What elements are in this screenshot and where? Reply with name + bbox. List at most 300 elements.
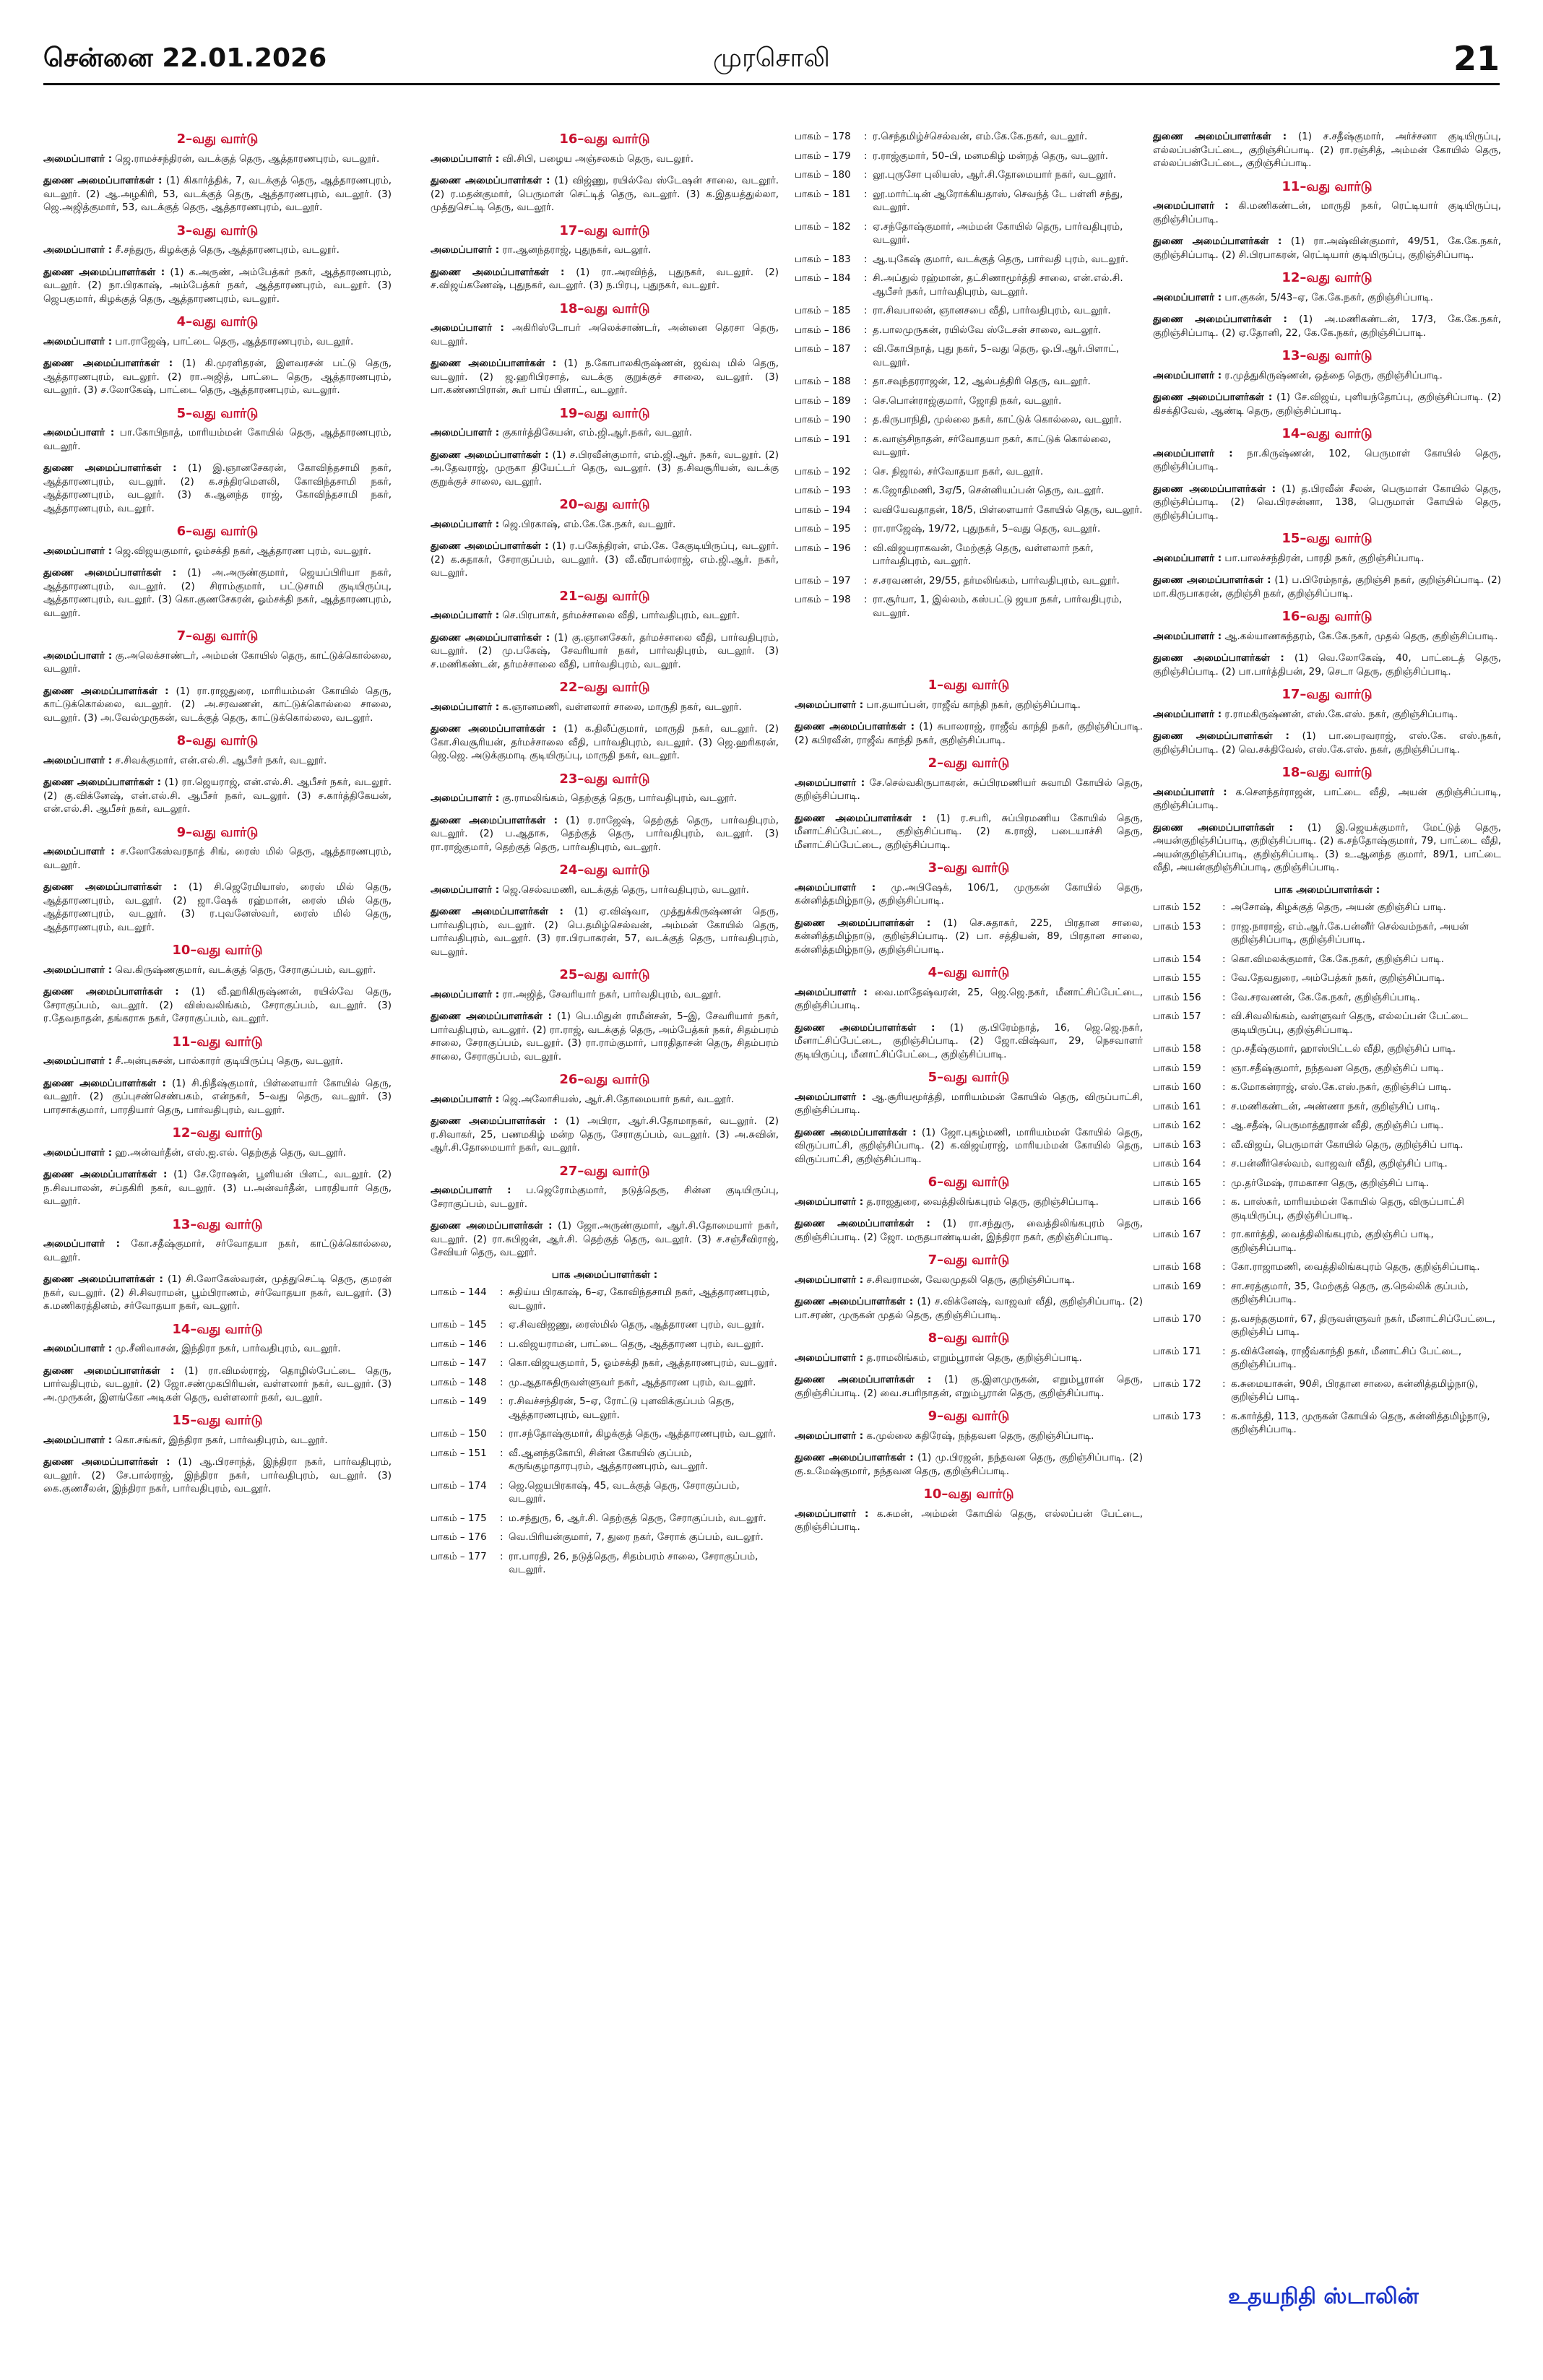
deputy-label: துணை அமைப்பாளர்கள் : xyxy=(1153,574,1271,586)
paaga-entry: சுதிய்ய பிரகாஷ், 6–ஏ, கோவிந்தசாமி நகர், ஆத்தாரணபுரம், வடலூர். xyxy=(509,1286,770,1312)
deputy-label: துணை அமைப்பாளர்கள் : xyxy=(1153,235,1282,247)
ward-organiser xyxy=(795,776,1143,803)
paaga-number: பாகம் 159 xyxy=(1153,1062,1201,1074)
paaga-colon: : xyxy=(864,594,868,605)
paaga-number: பாகம் – 195 xyxy=(795,523,851,535)
paaga-colon: : xyxy=(864,485,868,496)
paaga-row xyxy=(431,1447,779,1474)
deputy-label: துணை அமைப்பாளர்கள் : xyxy=(431,1220,553,1232)
paaga-entry: ச.சரவணன், 29/55, தர்மலிங்கம், பார்வதிபுரம், வடலூர். xyxy=(873,574,1120,587)
ward-heading: 14–வது வார்டு xyxy=(172,1321,263,1337)
paaga-number: பாகம் 162 xyxy=(1153,1120,1201,1131)
ward-deputy-organisers xyxy=(43,685,392,725)
ward-heading: 2–வது வார்டு xyxy=(176,131,259,147)
ward-deputy-organisers xyxy=(43,1168,392,1208)
ward-organiser xyxy=(795,1507,1143,1534)
ward-organiser xyxy=(43,545,392,558)
paaga-number: பாகம் – 175 xyxy=(431,1512,487,1524)
ward-heading: 7–வது வார்டு xyxy=(928,1252,1010,1268)
ward-heading: 10–வது வார்டு xyxy=(172,943,263,958)
organiser-name: ஜெ.செல்வமணி, வடக்குத் தெரு, பார்வதிபுரம், வடலூர். xyxy=(502,883,749,896)
deputy-label: துணை அமைப்பாளர்கள் : xyxy=(431,906,563,917)
paaga-entry: வி.விஜயராகவன், மேற்குத் தெரு, வள்ளலார் நகர், பார்வதிபுரம், வடலூர். xyxy=(873,542,1094,567)
ward-organiser xyxy=(43,1434,392,1448)
organiser-label: அமைப்பாளர் : xyxy=(795,1429,864,1442)
paaga-number: பாகம் – 189 xyxy=(795,394,851,407)
ward-heading: 22–வது வார்டு xyxy=(559,680,650,695)
ward-organiser xyxy=(43,754,392,768)
paaga-number: பாகம் – 185 xyxy=(795,305,851,316)
paaga-number: பாகம் 166 xyxy=(1153,1196,1201,1208)
ward-organiser xyxy=(795,1091,1143,1117)
paaga-entry: சி.அப்துல் ரஹ்மான், தட்சிணாமூர்த்தி சாலை, என்.எல்.சி. ஆபீசர் நகர், பார்வதிபுரம், வடலூர். xyxy=(873,272,1123,298)
paaga-row xyxy=(1153,1228,1501,1255)
paaga-number: பாகம் – 145 xyxy=(431,1319,487,1330)
paaga-entry: க.சுமையாசுன், 90சி, பிரதான சாலை, கன்னித்தமிழ்நாடு, குறிஞ்சிப் பாடி. xyxy=(1231,1377,1479,1403)
paaga-entry: கோ.ராஜாமணி, வைத்திலிங்கபுரம் தெரு, குறிஞ்சிப்பாடி. xyxy=(1231,1261,1480,1273)
organiser-name: ஆ.சூரியமூர்த்தி, மாரியம்மன் கோயில் தெரு, விருப்பாட்சி, குறிஞ்சிப்பாடி. xyxy=(795,1091,1143,1116)
deputy-names: (1) பா.பைரவராஜ், எஸ்.கே. எஸ்.நகர், குறிஞ்சிப்பாடி. (2) வெ.சக்திவேல், எஸ்.கே.எஸ். நகர், குறிஞ்சிப்பாடி. xyxy=(1153,730,1501,756)
paaga-colon: : xyxy=(864,305,868,316)
paaga-number: பாகம் – 183 xyxy=(795,253,851,265)
paaga-entry: க.வாஞ்சிநாதன், சர்வோதயா நகர், காட்டுக் கொல்லை, வடலூர். xyxy=(873,433,1111,458)
paaga-colon: : xyxy=(864,188,868,200)
paaga-entry: மு.சதீஷ்குமார், ஹாஸ்பிட்டல் வீதி, குறிஞ்சிப் பாடி. xyxy=(1231,1043,1456,1055)
organiser-name: பா.குகன், 5/43–ஏ, கே.கே.நகர், குறிஞ்சிப்பாடி. xyxy=(1224,291,1433,303)
organiser-label: அமைப்பாளர் : xyxy=(43,335,113,347)
paaga-colon: : xyxy=(864,503,868,516)
organiser-name: பா.ராஜேஷ், பாட்டை தெரு, ஆத்தாரணபுரம், வடலூர். xyxy=(115,335,354,347)
organiser-label: அமைப்பாளர் : xyxy=(795,986,868,998)
ward-organiser xyxy=(1153,552,1501,566)
organiser-label: அமைப்பாளர் : xyxy=(1153,200,1229,212)
paaga-number: பாகம் 172 xyxy=(1153,1377,1201,1390)
deputy-names: (1) வெ.லோகேஷ், 40, பாட்டைத் தெரு, குறிஞ்சிப்பாடி. (2) பா.பார்த்திபன், 29, செடா தெரு, குறிஞ்சிப்பாடி. xyxy=(1153,652,1501,678)
ward-deputy-organisers xyxy=(1153,574,1501,600)
ward-deputy-organisers xyxy=(795,1295,1143,1322)
ward-heading: 25–வது வார்டு xyxy=(559,967,650,982)
ward-heading: 18–வது வார்டு xyxy=(1281,765,1373,780)
paaga-number: பாகம் – 188 xyxy=(795,376,851,387)
organiser-label: அமைப்பாளர் : xyxy=(795,1273,864,1286)
paaga-number: பாகம் 161 xyxy=(1153,1100,1201,1112)
ward-organiser xyxy=(431,1184,779,1211)
deputy-names: (1) சுபாலராஜ், ராஜீவ் காந்தி நகர், குறிஞ்சிப்பாடி. (2) கபிரவீன், ராஜீவ் காந்தி நகர், குறிஞ்சிப்பாடி. xyxy=(795,721,1143,746)
ward-organiser xyxy=(43,1055,392,1068)
paaga-colon: : xyxy=(1222,972,1226,984)
paaga-entry: ர.சிவச்சந்திரன், 5–ஏ, ரோட்டு புளவிக்குப்பம் தெரு, ஆத்தாரணபுரம், வடலூர். xyxy=(509,1395,735,1421)
ward-deputy-organisers xyxy=(43,776,392,816)
deputy-names: (1) கிகார்த்திக், 7, வடக்குத் தெரு, ஆத்தாரணபுரம், வடலூர். (2) ஆ.அழகிரி, 53, வடக்குத் தெரு, ஆத்தாரணபுரம், வடலூர். (3) ஜெ.அஜித்குமார், 53, வடக்குத் தெரு, ஆத்தாரணபுரம், வடலூர். xyxy=(43,175,392,213)
paaga-colon: : xyxy=(864,376,868,387)
organiser-name: கோ.சதீஷ்குமார், சர்வோதயா நகர், காட்டுக்கொல்லை, வடலூர். xyxy=(43,1238,392,1263)
deputy-label: துணை அமைப்பாளர்கள் : xyxy=(431,175,550,186)
deputy-label: துணை அமைப்பாளர்கள் : xyxy=(795,917,931,929)
ward-deputy-organisers xyxy=(43,174,392,215)
paaga-row xyxy=(795,593,1143,620)
deputy-names: (1) சி.நிதீஷ்குமார், பிள்ளையார் கோயில் தெரு, வடலூர். (2) குப்புசண்செண்பகம், என்நகர், 5–வது தெரு, வடலூர். (3) பாரசாக்குமார், பாரதியார் தெரு, பார்வதிபுரம், வடலூர். xyxy=(43,1077,392,1116)
paaga-colon: : xyxy=(1222,901,1226,913)
paaga-colon: : xyxy=(1222,1011,1226,1022)
paaga-entry: த.கிருபாநிதி, முல்லை நகர், காட்டுக் கொல்லை, வடலூர். xyxy=(873,414,1122,425)
paaga-colon: : xyxy=(864,150,868,162)
paaga-colon: : xyxy=(500,1479,503,1492)
deputy-names: (1) க.திலீப்குமார், மாருதி நகர், வடலூர். (2) கோ.சிவசூரியன், தர்மச்சாலை வீதி, பார்வதிபுரம், வடலூர். (3) ஜெ.ஹரிகரன், ஜெ.ஜெ. அடுக்குமாடி குடியிருப்பு, மாருதி நகர், வடலூர். xyxy=(431,723,779,761)
paaga-row xyxy=(795,220,1143,247)
ward-organiser xyxy=(795,986,1143,1013)
ward-organiser xyxy=(43,152,392,166)
paaga-row xyxy=(1153,1312,1501,1339)
organiser-label: அமைப்பாளர் : xyxy=(1153,552,1222,564)
ward-heading: 15–வது வார்டு xyxy=(172,1413,263,1428)
paaga-number: பாகம் – 178 xyxy=(795,131,851,142)
deputy-label: துணை அமைப்பாளர்கள் : xyxy=(1153,483,1276,495)
deputy-label: துணை அமைப்பாளர்கள் : xyxy=(43,1273,163,1285)
organiser-name: த.ராஜதுரை, வைத்திலிங்கபுரம் தெரு, குறிஞ்சிப்பாடி. xyxy=(866,1195,1099,1208)
organiser-name: வை.மாதேஷ்வரன், 25, ஜெ.ஜெ.நகர், மீனாட்சிப்பேட்டை, குறிஞ்சிப்பாடி. xyxy=(795,986,1143,1011)
deputy-names: (1) அபிரா, ஆர்.சி.தோமாநகர், வடலூர். (2) ர.சிவாகர், 25, பணமகிழ் மன்ற தெரு, சேராகுப்பம், வடலூர். (3) அ.சுவின், ஆர்.சி.தோமையார் நகர், வடலூர். xyxy=(431,1115,779,1154)
ward-deputy-organisers xyxy=(431,1010,779,1063)
paaga-colon: : xyxy=(864,394,868,407)
deputy-names: (1) கி.முரளிதரன், இளவரசன் பட்டு தெரு, ஆத்தாரணபுரம், வடலூர். (2) ரா.அஜித், பாட்டை தெரு, ஆத்தாரணபுரம், வடலூர். (3) ச.லோகேஷ், பாட்டை தெரு, ஆத்தாரணபுரம், வடலூர். xyxy=(43,358,392,396)
deputy-names: (1) ஆ.பிரசாந்த், இந்திரா நகர், பார்வதிபுரம், வடலூர். (2) சே.பால்ராஜ், இந்திரா நகர், பார்வதிபுரம், வடலூர். (3) கை.குணசீலன், இந்திரா நகர், பார்வதிபுரம், வடலூர். xyxy=(43,1456,392,1494)
ward-deputy-organisers xyxy=(43,462,392,515)
ward-deputy-organisers xyxy=(1153,235,1501,261)
deputy-label: துணை அமைப்பாளர்கள் : xyxy=(43,1169,168,1180)
ward-organiser xyxy=(431,988,779,1002)
paaga-number: பாகம் – 147 xyxy=(431,1357,487,1369)
paaga-colon: : xyxy=(864,465,868,477)
paaga-colon: : xyxy=(1222,1410,1226,1422)
ward-deputy-organisers xyxy=(795,720,1143,747)
paaga-entry: ஞா.சதீஷ்குமார், நந்தவன தெரு, குறிஞ்சிப் பாடி. xyxy=(1231,1062,1444,1074)
paaga-row xyxy=(431,1356,779,1370)
ward-heading: 18–வது வார்டு xyxy=(559,300,650,316)
ward-deputy-organisers xyxy=(431,174,779,215)
ward-deputy-organisers xyxy=(1153,821,1501,875)
deputy-label: துணை அமைப்பாளர்கள் : xyxy=(431,266,565,278)
ward-heading: 21–வது வார்டு xyxy=(559,588,650,604)
deputy-names: (1) ப.பிரேம்நாத், குறிஞ்சி நகர், குறிஞ்சிப்பாடி. (2) மா.கிருபாகரன், குறிஞ்சி நகர், குறிஞ்சிப்பாடி. xyxy=(1153,574,1501,600)
organiser-name: ப.ஜெரோம்குமார், நடுத்தெரு, சின்ன குடியிருப்பு, சேராகுப்பம், வடலூர். xyxy=(431,1185,779,1210)
organiser-label: அமைப்பாளர் : xyxy=(795,881,876,893)
paaga-entry: ரா.சூர்யா, 1, இல்லம், கஸ்பட்டு ஜயா நகர், பார்வதிபுரம், வடலூர். xyxy=(873,594,1123,619)
ward-heading: 10–வது வார்டு xyxy=(923,1487,1014,1502)
organiser-label: அமைப்பாளர் : xyxy=(43,1146,113,1159)
ward-heading: 12–வது வார்டு xyxy=(172,1125,263,1141)
paaga-entry: த.விக்னேஷ், ராஜீவ்காந்தி நகர், மீனாட்சிப் பேட்டை, குறிஞ்சிப்பாடி. xyxy=(1231,1345,1462,1370)
deputy-label: துணை அமைப்பாளர்கள் : xyxy=(795,1374,932,1385)
paaga-number: பாகம் 169 xyxy=(1153,1280,1201,1292)
ward-deputy-organisers xyxy=(795,1021,1143,1062)
organiser-label: அமைப்பாளர் : xyxy=(43,152,113,165)
paaga-number: பாகம் – 182 xyxy=(795,220,851,233)
ward-heading: 13–வது வார்டு xyxy=(172,1216,263,1232)
deputy-label: துணை அமைப்பாளர்கள் : xyxy=(43,1077,166,1089)
deputy-label: துணை அமைப்பாளர்கள் : xyxy=(43,462,177,474)
paaga-number: பாகம் 165 xyxy=(1153,1177,1201,1189)
paaga-entry: ரா.கார்த்தி, வைத்திலிங்கபுரம், குறிஞ்சிப் பாடி, குறிஞ்சிப்பாடி. xyxy=(1231,1229,1434,1254)
organiser-name: ச.லோகேஸ்வரநாத் சிங், ரைஸ் மில் தெரு, ஆத்தாரணபுரம், வடலூர். xyxy=(43,846,392,871)
paaga-colon: : xyxy=(1222,1345,1226,1357)
ward-deputy-organisers xyxy=(43,266,392,306)
paaga-entry: ச.மணிகண்டன், அண்ணா நகர், குறிஞ்சிப் பாடி. xyxy=(1231,1100,1440,1112)
ward-heading: 13–வது வார்டு xyxy=(1281,348,1373,363)
ward-organiser xyxy=(43,1146,392,1160)
deputy-names: (1) மு.பிரஜன், நந்தவன தெரு, குறிஞ்சிப்பாடி. (2) கு.உமேஷ்குமார், நந்தவன தெரு, குறிஞ்சிப்பாடி. xyxy=(795,1452,1143,1477)
paaga-entry: ர.செந்தமிழ்ச்செல்வன், எம்.கே.கே.நகர், வடலூர். xyxy=(873,131,1088,142)
organiser-name: த.ராமலிங்கம், எறும்பூரான் தெரு, குறிஞ்சிப்பாடி. xyxy=(866,1351,1082,1364)
paaga-entry: க.ஜோதிமணி, 3ஏ/5, சென்னியப்பன் தெரு, வடலூர். xyxy=(873,485,1105,496)
ward-organiser xyxy=(795,1195,1143,1209)
ward-organiser xyxy=(43,649,392,676)
paaga-row xyxy=(795,484,1143,498)
paaga-heading: பாக அமைப்பாளர்கள் : xyxy=(551,1268,658,1281)
paaga-row xyxy=(795,375,1143,389)
paaga-number: பாகம் – 187 xyxy=(795,343,851,355)
paaga-number: பாகம் – 151 xyxy=(431,1447,487,1459)
ward-deputy-organisers xyxy=(431,1219,779,1260)
paaga-entry: வவியேவதாதன், 18/5, பிள்ளையார் கோயில் தெரு, வடலூர். xyxy=(873,503,1143,516)
paaga-entry: கொ.விஜயகுமார், 5, ஓம்சக்தி நகர், ஆத்தாரணபுரம், வடலூர். xyxy=(509,1357,777,1369)
paaga-entry: க.கார்த்தி, 113, முருகன் கோயில் தெரு, கன்னித்தமிழ்நாடு, குறிஞ்சிப்பாடி. xyxy=(1231,1410,1490,1435)
paaga-row xyxy=(795,394,1143,408)
deputy-label: துணை அமைப்பாளர்கள் : xyxy=(431,449,549,461)
deputy-label: துணை அமைப்பாளர்கள் : xyxy=(795,1218,930,1229)
ward-heading: 8–வது வார்டு xyxy=(176,733,259,748)
organiser-name: பா.கோபிநாத், மாரியம்மன் கோயில் தெரு, ஆத்தாரணபுரம், வடலூர். xyxy=(43,427,392,452)
ward-deputy-organisers xyxy=(795,812,1143,852)
ward-heading: 17–வது வார்டு xyxy=(1281,687,1373,702)
deputy-names: (1) ரா.ஜெயராஜ், என்.எல்.சி. ஆபீசர் நகர், வடலூர். (2) கு.விக்னேஷ், என்.எல்.சி. ஆபீசர் நகர், வடலூர். (3) ச.கார்த்திகேயன், என்.எல்.சி. ஆபீசர் நகர், வடலூர். xyxy=(43,776,392,815)
organiser-name: ரா.ஆனந்தராஜ், புதுநகர், வடலூர். xyxy=(502,244,652,256)
paaga-colon: : xyxy=(1222,1261,1226,1273)
ward-deputy-organisers xyxy=(1153,313,1501,339)
ward-deputy-organisers xyxy=(1153,730,1501,756)
paaga-colon: : xyxy=(500,1319,503,1330)
paaga-colon: : xyxy=(1222,920,1226,932)
paaga-row xyxy=(431,1427,779,1441)
deputy-label: துணை அமைப்பாளர்கள் : xyxy=(431,1115,558,1127)
paaga-entry: ராஜ.நாராஜ், எம்.ஆர்.கே.பன்னீர் செல்வம்நகர், அயன் குறிஞ்சிப்பாடி, குறிஞ்சிப்பாடி. xyxy=(1231,920,1469,945)
paaga-colon: : xyxy=(500,1395,503,1407)
paaga-number: பாகம் 157 xyxy=(1153,1011,1201,1022)
ward-heading: 6–வது வார்டு xyxy=(928,1174,1010,1190)
paaga-row xyxy=(795,342,1143,369)
paaga-row xyxy=(1153,920,1501,947)
organiser-name: வி.சிபி, பழைய அஞ்சலகம் தெரு, வடலூர். xyxy=(502,152,693,165)
ward-deputy-organisers xyxy=(1153,391,1501,417)
paaga-colon: : xyxy=(500,1447,503,1459)
paaga-entry: ப.விஜயராமன், பாட்டை தெரு, ஆத்தாரண புரம், வடலூர். xyxy=(509,1338,764,1350)
paaga-colon: : xyxy=(500,1531,503,1543)
paaga-number: பாகம் 153 xyxy=(1153,920,1201,932)
ward-organiser xyxy=(431,243,779,257)
ward-heading: 24–வது வார்டு xyxy=(559,862,650,878)
deputy-names: (1) சி.லோகேஸ்வரன், முத்துசெட்டி தெரு, குமரன் நகர், வடலூர். (2) சி.சிவராமன், பூம்பிராணம், சர்வோதயா நகர், வடலூர். (3) க.மணிகரத்தினம், சர்வோதயா நகர், வடலூர். xyxy=(43,1273,392,1312)
paaga-colon: : xyxy=(864,574,868,587)
paaga-entry: ஆ.யுகேஷ் குமார், வடக்குத் தெரு, பார்வதி புரம், வடலூர். xyxy=(873,253,1129,265)
organiser-name: நா.கிருஷ்ணன், 102, பெருமாள் கோயில் தெரு, குறிஞ்சிப்பாடி. xyxy=(1153,447,1501,472)
paaga-row xyxy=(431,1531,779,1544)
paaga-colon: : xyxy=(1222,1229,1226,1240)
ward-deputy-organisers xyxy=(795,1373,1143,1400)
ward-organiser xyxy=(431,792,779,805)
organiser-name: ஹ.அன்வர்தீன், எஸ்.ஐ.எல். தெற்குத் தெரு, வடலூர். xyxy=(115,1146,346,1159)
organiser-label: அமைப்பாளர் : xyxy=(1153,291,1222,303)
deputy-names: (1) பெ.மிதுன் ராமீன்சன், 5–இ, சேவரியார் நகர், பார்வதிபுரம், வடலூர். (2) ரா.ராஜ், வடக்குத் தெரு, அம்பேத்கர் நகர், சிதம்பரம் சாலை, சேராகுப்பம், வடலூர். (3) ரா.ராம்குமார், பாரதிதாசன் தெரு, சிதம்பரம் சாலை, சேராகுப்பம், வடலூர். xyxy=(431,1011,779,1063)
organiser-name: மு.அபிஷேக், 106/1, முருகன் கோயில் தெரு, கன்னித்தமிழ்நாடு, குறிஞ்சிப்பாடி. xyxy=(795,881,1143,906)
deputy-names: (1) த.பிரவீன் சீலன், பெருமாள் கோயில் தெரு, குறிஞ்சிப்பாடி. (2) வெ.பிரசன்னா, 138, பெருமாள் கோயில் தெரு, குறிஞ்சிப்பாடி. xyxy=(1153,483,1501,522)
organiser-name: ஜெ.அலோசியஸ், ஆர்.சி.தோமையார் நகர், வடலூர். xyxy=(502,1093,735,1105)
deputy-label: துணை அமைப்பாளர்கள் : xyxy=(43,175,163,186)
ward-deputy-organisers xyxy=(43,880,392,934)
paaga-colon: : xyxy=(1222,1196,1226,1208)
ward-heading: 1–வது வார்டு xyxy=(928,678,1010,693)
paaga-number: பாகம் 168 xyxy=(1153,1261,1201,1273)
paaga-entry: ஜெ.ஜெயபிரகாஷ், 45, வடக்குத் தெரு, சேராகுப்பம், வடலூர். xyxy=(509,1479,740,1505)
ward-deputy-organisers xyxy=(43,985,392,1026)
paaga-row xyxy=(1153,1195,1501,1222)
paaga-entry: லூ.புருசோ புலியஸ், ஆர்.சி.தோமையார் நகர், வடலூர். xyxy=(873,169,1117,181)
paaga-row xyxy=(795,253,1143,267)
paaga-number: பாகம் – 180 xyxy=(795,169,851,181)
column-4 xyxy=(1153,130,1501,2347)
ward-deputy-organisers xyxy=(1153,652,1501,678)
deputy-names: (1) இ.ஞானசேகரன், கோவிந்தசாமி நகர், ஆத்தாரணபுரம், வடலூர். (2) க.சந்திரமௌலி, கோவிந்தசாமி நகர், ஆத்தாரணபுரம், வடலூர். (3) க.ஆனந்த ராஜ், கோவிந்தசாமி நகர், ஆத்தாரணபுரம், வடலூர். xyxy=(43,462,392,514)
paaga-number: பாகம் – 148 xyxy=(431,1376,487,1388)
paaga-colon: : xyxy=(1222,1138,1226,1151)
deputy-names: (1) வீ.ஹரிகிருஷ்ணன், ரயில்வே தெரு, சேராகுப்பம், வடலூர். (2) விஸ்வலிங்கம், சேராகுப்பம், வடலூர். (3) ர.தேவநாதன், தங்கராசு நகர், சேராகுப்பம், வடலூர். xyxy=(43,986,392,1024)
paaga-number: பாகம் – 190 xyxy=(795,414,851,425)
paaga-colon: : xyxy=(500,1550,503,1562)
ward-heading: 11–வது வார்டு xyxy=(172,1034,263,1050)
organiser-name: சீ.அன்புசுசன், பால்காரர் குடியிருப்பு தெரு, வடலூர். xyxy=(115,1055,343,1067)
paaga-row xyxy=(1153,1081,1501,1094)
paaga-colon: : xyxy=(1222,1100,1226,1112)
paaga-colon: : xyxy=(1222,1280,1226,1292)
deputy-label: துணை அமைப்பாளர்கள் : xyxy=(43,1364,175,1377)
ward-organiser xyxy=(1153,447,1501,474)
deputy-label: துணை அமைப்பாளர்கள் : xyxy=(795,1452,914,1463)
ward-organiser xyxy=(431,609,779,623)
organiser-name: கு.ராமலிங்கம், தெற்குத் தெரு, பார்வதிபுரம், வடலூர். xyxy=(502,792,738,804)
paaga-entry: வி.கோபிநாத், புது நகர், 5–வது தெரு, ஓ.பி.ஆர்.பிளாட், வடலூர். xyxy=(873,343,1120,368)
organiser-label: அமைப்பாளர் : xyxy=(795,776,865,789)
organiser-label: அமைப்பாளர் : xyxy=(43,846,115,857)
organiser-label: அமைப்பாளர் : xyxy=(1153,369,1222,381)
deputy-names: (1) சே.விஜய், புளியந்தோப்பு, குறிஞ்சிப்பாடி. (2) கிசக்திவேல், ஆண்டி தெரு, குறிஞ்சிப்பாடி. xyxy=(1153,391,1501,417)
paaga-number: பாகம் – 192 xyxy=(795,465,851,477)
ward-heading: 26–வது வார்டு xyxy=(559,1072,650,1087)
ward-deputy-organisers xyxy=(795,1451,1143,1478)
paaga-number: பாகம் – 149 xyxy=(431,1395,487,1407)
deputy-label: துணை அமைப்பாளர்கள் : xyxy=(431,1011,552,1022)
deputy-label: துணை அமைப்பாளர்கள் : xyxy=(43,358,173,369)
paaga-colon: : xyxy=(1222,1177,1226,1189)
paaga-entry: தா.சவுந்தரராஜன், 12, ஆல்பத்திரி தெரு, வடலூர். xyxy=(873,376,1091,387)
paaga-row xyxy=(795,574,1143,588)
organiser-name: ஜெ.பிரகாஷ், எம்.கே.கே.நகர், வடலூர். xyxy=(502,518,676,530)
deputy-names: (1) ஜோ.அருண்குமார், ஆர்.சி.தோமையார் நகர், வடலூர். (2) ரா.சுபிஜன், ஆர்.சி. தெற்குத் தெரு, வடலூர். (3) ச.சஞ்சீவிராஜ், சேவியர் தெரு, வடலூர். xyxy=(431,1220,779,1258)
paaga-number: பாகம் – 186 xyxy=(795,324,851,336)
organiser-name: சீ.சந்துரு, கிழக்குத் தெரு, ஆத்தாரணபுரம், வடலூர். xyxy=(115,244,340,256)
ward-deputy-organisers xyxy=(431,722,779,763)
deputy-label: துணை அமைப்பாளர்கள் : xyxy=(1153,313,1287,325)
organiser-label: அமைப்பாளர் : xyxy=(43,754,113,766)
ward-heading: 4–வது வார்டு xyxy=(928,965,1010,980)
ward-heading: 27–வது வார்டு xyxy=(559,1163,650,1179)
paaga-number: பாகம் – 196 xyxy=(795,542,851,554)
ward-organiser xyxy=(431,426,779,440)
paaga-row xyxy=(1153,1410,1501,1437)
deputy-names: (1) கு.பிரேம்நாத், 16, ஜெ.ஜெ.நகர், மீனாட்சிப்பேட்டை, குறிஞ்சிப்பாடி. (2) ஜோ.விஷ்வா, 29, நெசவாளர் குடியிருப்பு, மீனாட்சிப்பேட்டை, குறிஞ்சிப்பாடி. xyxy=(795,1021,1143,1060)
ward-heading: 7–வது வார்டு xyxy=(176,628,259,644)
paaga-entry: மு.தர்மேஷ், ராமகாசா தெரு, குறிஞ்சிப் பாடி. xyxy=(1231,1177,1430,1189)
paaga-number: பாகம் – 197 xyxy=(795,574,851,587)
ward-heading: 3–வது வார்டு xyxy=(928,860,1010,875)
paaga-row xyxy=(795,304,1143,318)
paaga-entry: செ.பொன்ராஜ்குமார், ஜோதி நகர், வடலூர். xyxy=(873,394,1062,407)
organiser-label: அமைப்பாளர் : xyxy=(795,1091,866,1103)
paaga-row xyxy=(1153,1177,1501,1190)
organiser-name: ர.ராமகிருஷ்ணன், எஸ்.கே.எஸ். நகர், குறிஞ்சிப்பாடி. xyxy=(1224,708,1458,720)
ward-organiser xyxy=(43,243,392,257)
paaga-entry: வே.தேவதுரை, அம்பேத்கர் நகர், குறிஞ்சிப்பாடி. xyxy=(1231,972,1445,984)
deputy-names: (1) ஜோ.புகழ்மணி, மாரியம்மன் கோயில் தெரு, விருப்பாட்சி, குறிஞ்சிப்பாடி. (2) க.விஜய்ராஜ், மாரியம்மன் கோயில் தெரு, விருப்பாட்சி, குறிஞ்சிப்பாடி. xyxy=(795,1126,1143,1165)
paaga-number: பாகம் 154 xyxy=(1153,953,1201,965)
organiser-name: க.சுமன், அம்மன் கோயில் தெரு, எல்லப்பன் பேட்டை, குறிஞ்சிப்பாடி. xyxy=(795,1507,1143,1533)
deputy-label: துணை அமைப்பாளர்கள் : xyxy=(43,266,165,278)
paaga-entry: ஏ.சிவவிஜணு, ரைஸ்மில் தெரு, ஆத்தாரண புரம், வடலூர். xyxy=(509,1319,765,1330)
deputy-label: துணை அமைப்பாளர்கள் : xyxy=(43,776,162,788)
spacer xyxy=(795,626,1143,669)
paaga-colon: : xyxy=(500,1376,503,1388)
deputy-label: துணை அமைப்பாளர்கள் : xyxy=(43,685,169,697)
organiser-name: க.சௌந்தர்ராஜன், பாட்டை வீதி, அயன் குறிஞ்சிப்பாடி, குறிஞ்சிப்பாடி. xyxy=(1153,786,1501,811)
paaga-row xyxy=(431,1479,779,1506)
ward-deputy-organisers xyxy=(431,449,779,489)
organiser-label: அமைப்பாளர் : xyxy=(43,1238,121,1250)
paaga-number: பாகம் 160 xyxy=(1153,1081,1201,1093)
ward-deputy-organisers xyxy=(795,1217,1143,1244)
paaga-colon: : xyxy=(500,1428,503,1440)
ward-heading: 15–வது வார்டு xyxy=(1281,531,1373,546)
deputy-label: துணை அமைப்பாளர்கள் : xyxy=(795,1296,914,1307)
ward-deputy-organisers xyxy=(43,1364,392,1405)
ward-deputy-organisers xyxy=(43,1455,392,1496)
paaga-colon: : xyxy=(1222,953,1226,965)
paaga-entry: ரா.பாரதி, 26, நடுத்தெரு, சிதம்பரம் சாலை, சேராகுப்பம், வடலூர். xyxy=(509,1550,758,1575)
ward-organiser xyxy=(795,698,1143,712)
ward-heading: 14–வது வார்டு xyxy=(1281,426,1373,441)
organiser-label: அமைப்பாளர் : xyxy=(431,322,504,334)
deputy-label: துணை அமைப்பாளர்கள் : xyxy=(1153,391,1273,403)
deputy-label: துணை அமைப்பாளர்கள் : xyxy=(795,1021,935,1034)
paaga-number: பாகம் – 193 xyxy=(795,485,851,496)
paaga-row xyxy=(431,1512,779,1526)
paaga-row xyxy=(1153,953,1501,966)
paaga-entry: செ. நிஜால், சர்வோதயா நகர், வடலூர். xyxy=(873,465,1044,477)
ward-deputy-organisers xyxy=(431,266,779,293)
paaga-entry: லூ.மார்ட்டின் ஆரோக்கியதாஸ், செவந்த் டே பள்ளி சந்து, வடலூர். xyxy=(873,188,1123,213)
ward-heading: 20–வது வார்டு xyxy=(559,497,650,512)
ward-organiser xyxy=(431,883,779,897)
paaga-colon: : xyxy=(1222,1158,1226,1169)
ward-deputy-organisers xyxy=(1153,130,1501,170)
ward-organiser xyxy=(1153,199,1501,226)
ward-organiser xyxy=(795,1351,1143,1365)
